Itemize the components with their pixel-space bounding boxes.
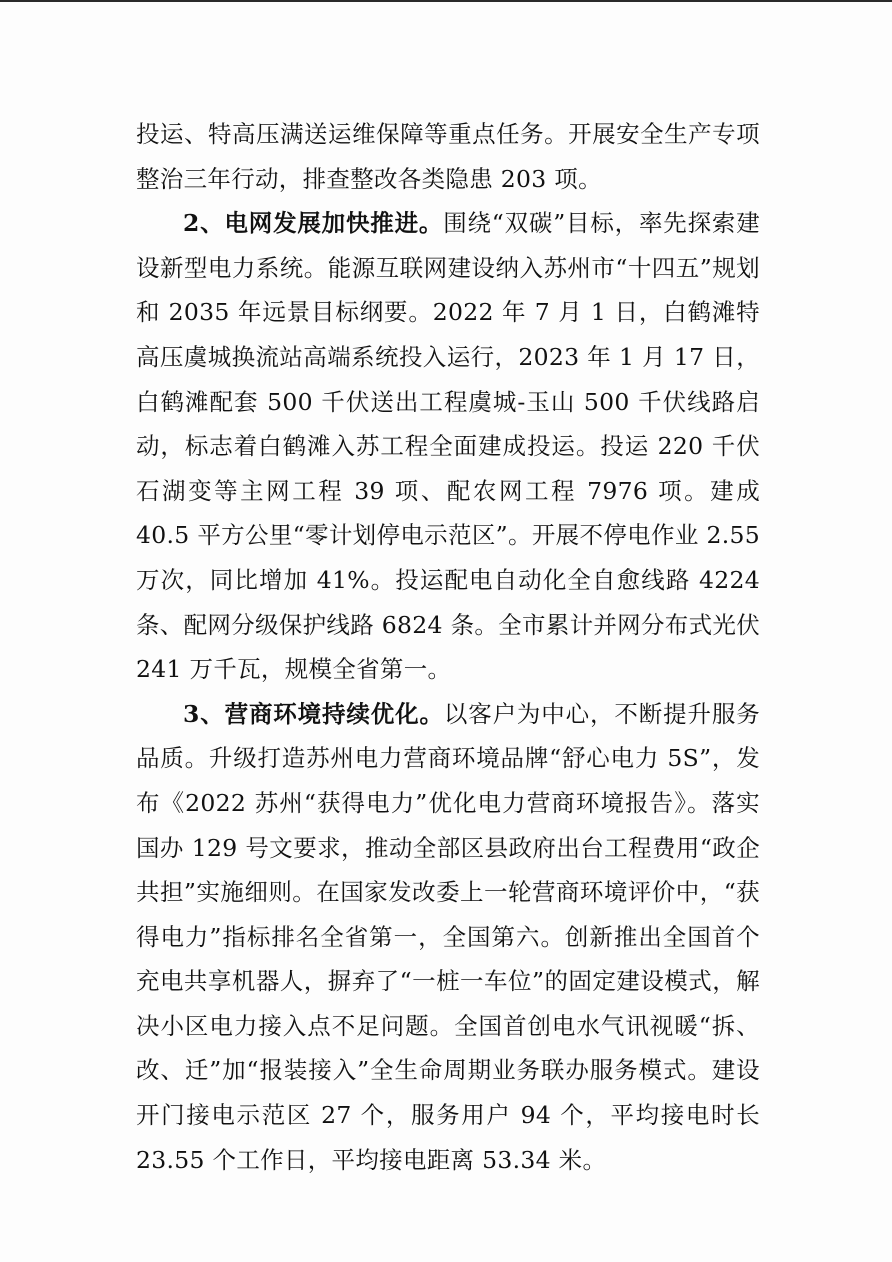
top-border-line — [0, 0, 892, 2]
paragraph-grid-development — [136, 201, 760, 692]
paragraph-text: 围绕“双碳”目标，率先探索建设新型电力系统。能源互联网建设纳入苏州市“十四五”规划和 2035 年远景目标纲要。2022 年 7 月 1 日，白鹤滩特高压虞城换流站高端系统投入运行，2023 年 1 月 17 日，白鹤滩配套 500 千伏送出工程虞城-玉山 500 千伏线路启动，标志着白鹤滩入苏工程全面建成投运。投运 220 千伏石湖变等主网工程 39 项、配农网工程 7976 项。建成 40.5 平方公里“零计划停电示范区”。开展不停电作业 2.55 万次，同比增加 41%。投运配电自动化全自愈线路 4224 条、配网分级保护线路 6824 条。全市累计并网分布式光伏 241 万千瓦，规模全省第一。 — [136, 209, 760, 684]
paragraph-heading: 3、营商环境持续优化。 — [183, 699, 444, 728]
paragraph-text: 以客户为中心，不断提升服务品质。升级打造苏州电力营商环境品牌“舒心电力 5S”，发布《2022 苏州“获得电力”优化电力营商环境报告》。落实国办 129 号文要求，推动全部区县政府出台工程费用“政企共担”实施细则。在国家发改委上一轮营商环境评价中，“获得电力”指标排名全省第一，全国第六。创新推出全国首个充电共享机器人，摒弃了“一桩一车位”的固定建设模式，解决小区电力接入点不足问题。全国首创电水气讯视暖“拆、改、迁”加“报装接入”全生命周期业务联办服务模式。建设开门接电示范区 27 个，服务用户 94 个，平均接电时长 23.55 个工作日，平均接电距离 53.34 米。 — [136, 699, 760, 1174]
paragraph-text: 投运、特高压满送运维保障等重点任务。开展安全生产专项整治三年行动，排查整改各类隐患 203 项。 — [136, 120, 760, 193]
paragraph-heading: 2、电网发展加快推进。 — [183, 209, 444, 238]
paragraph-continuation — [136, 112, 760, 201]
paragraph-business-environment — [136, 692, 760, 1183]
document-body — [136, 112, 760, 1182]
